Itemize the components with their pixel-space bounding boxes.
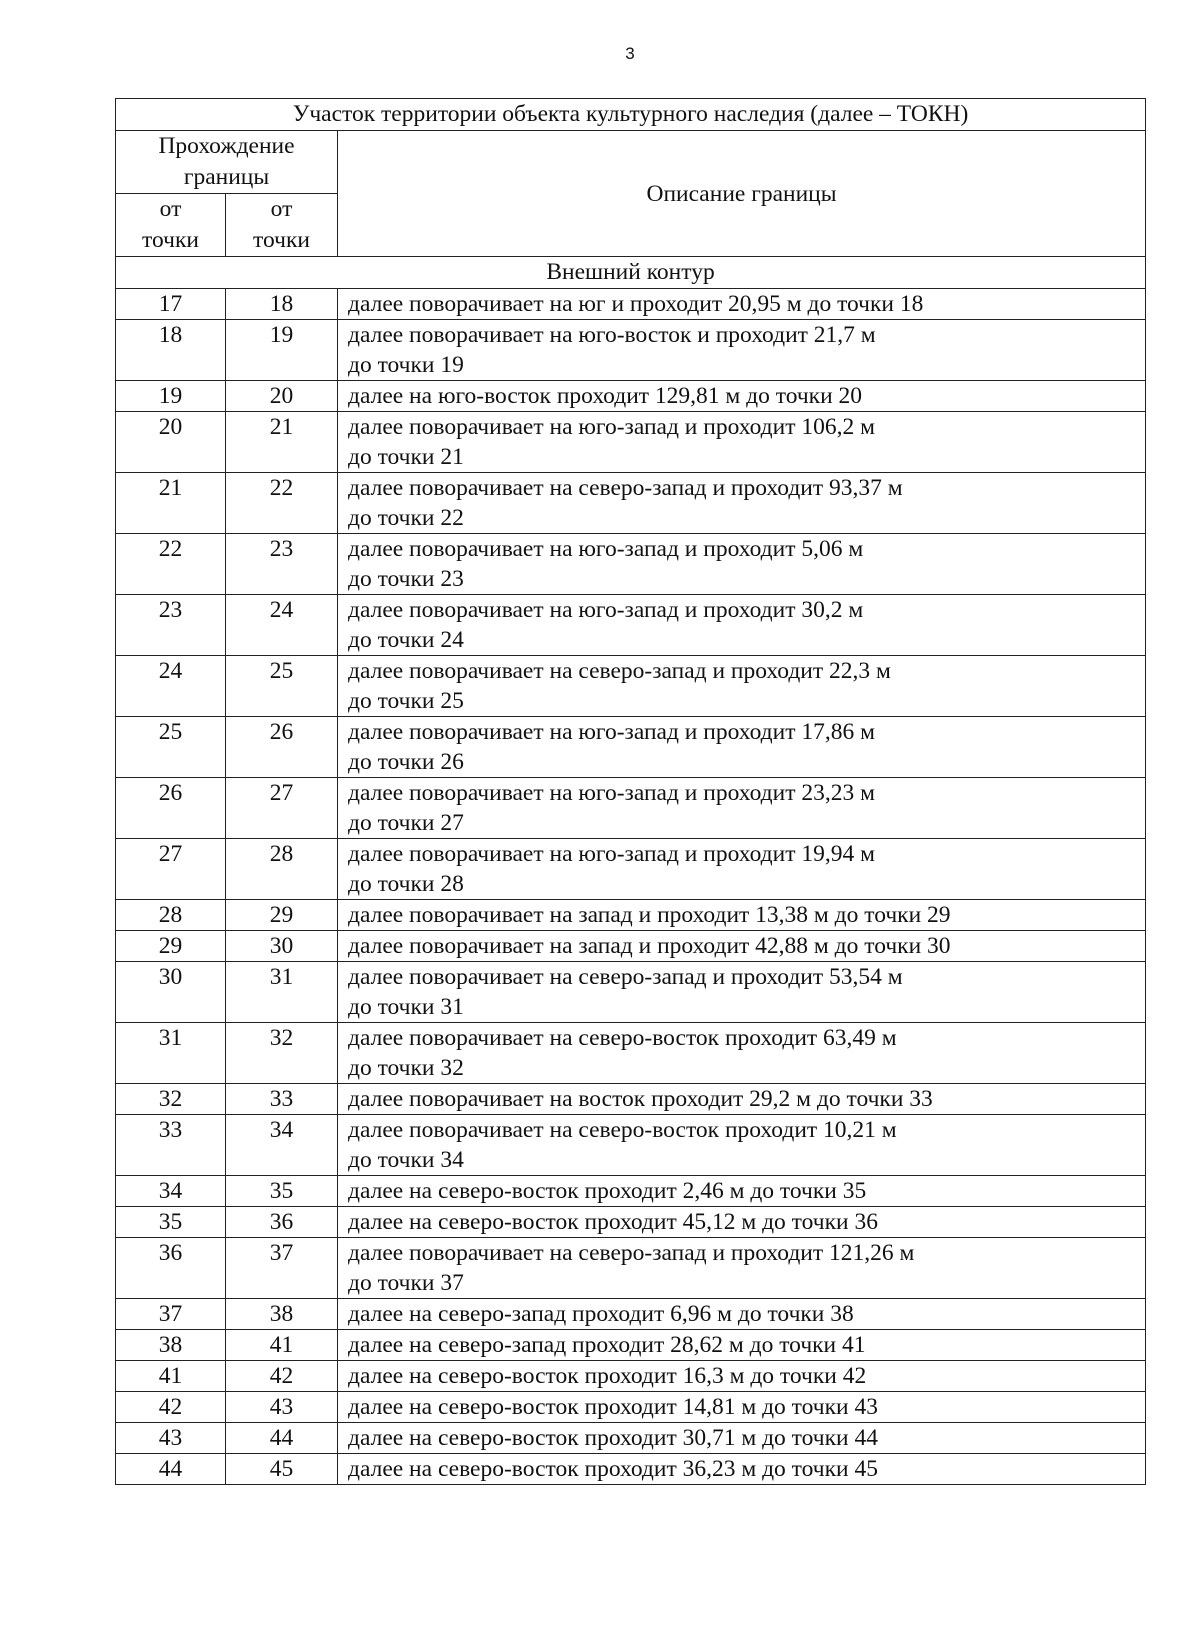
point-to: 44 xyxy=(226,1423,338,1454)
boundary-description xyxy=(338,717,1146,778)
point-to: 43 xyxy=(226,1392,338,1423)
table-row xyxy=(116,412,1146,473)
point-from: 22 xyxy=(116,534,226,595)
boundary-description xyxy=(338,412,1146,473)
header-from-line1: от xyxy=(159,196,182,222)
boundary-description xyxy=(338,289,1146,320)
table-row xyxy=(116,1392,1146,1423)
point-from: 34 xyxy=(116,1176,226,1207)
table-row xyxy=(116,1423,1146,1454)
table-row xyxy=(116,1207,1146,1238)
point-to: 36 xyxy=(226,1207,338,1238)
description-line: далее поворачивает на северо-восток проходит 10,21 м xyxy=(348,1117,897,1143)
point-to: 30 xyxy=(226,931,338,962)
description-line: далее поворачивает на северо-восток проходит 63,49 м xyxy=(348,1025,897,1051)
point-to: 42 xyxy=(226,1361,338,1392)
header-to xyxy=(226,194,338,257)
table-row xyxy=(116,1361,1146,1392)
boundary-description xyxy=(338,1084,1146,1115)
table-row xyxy=(116,1023,1146,1084)
point-from: 25 xyxy=(116,717,226,778)
description-line: далее на северо-восток проходит 45,12 м до точки 36 xyxy=(348,1209,878,1235)
point-from: 18 xyxy=(116,320,226,381)
header-description: Описание границы xyxy=(338,131,1146,257)
description-line: до точки 24 xyxy=(348,627,464,653)
point-from: 41 xyxy=(116,1361,226,1392)
description-line: далее на северо-восток проходит 30,71 м до точки 44 xyxy=(348,1425,878,1451)
description-line: далее поворачивает на северо-запад и проходит 121,26 м xyxy=(348,1240,915,1266)
point-from: 33 xyxy=(116,1115,226,1176)
page-number: 3 xyxy=(625,44,635,63)
boundary-description xyxy=(338,473,1146,534)
point-from: 36 xyxy=(116,1238,226,1299)
point-from: 27 xyxy=(116,839,226,900)
description-line: до точки 26 xyxy=(348,749,464,775)
table-row xyxy=(116,534,1146,595)
point-from: 37 xyxy=(116,1299,226,1330)
point-from: 30 xyxy=(116,962,226,1023)
boundary-description xyxy=(338,900,1146,931)
point-from: 21 xyxy=(116,473,226,534)
description-line: далее на юго-восток проходит 129,81 м до точки 20 xyxy=(348,383,863,409)
description-line: далее поворачивает на юго-восток и проходит 21,7 м xyxy=(348,322,876,348)
header-passage-line2: границы xyxy=(183,164,270,190)
point-to: 29 xyxy=(226,900,338,931)
point-from: 31 xyxy=(116,1023,226,1084)
boundary-description xyxy=(338,962,1146,1023)
description-line: до точки 27 xyxy=(348,810,464,836)
description-line: далее поворачивает на запад и проходит 13,38 м до точки 29 xyxy=(348,902,951,928)
boundary-description xyxy=(338,595,1146,656)
point-from: 35 xyxy=(116,1207,226,1238)
boundary-description xyxy=(338,1361,1146,1392)
description-line: далее поворачивает на юго-запад и проходит 30,2 м xyxy=(348,597,864,623)
point-to: 28 xyxy=(226,839,338,900)
contour-title: Внешний контур xyxy=(116,257,1146,289)
table-row xyxy=(116,900,1146,931)
table-row xyxy=(116,320,1146,381)
contour-title-row xyxy=(116,257,1146,289)
boundary-description xyxy=(338,534,1146,595)
point-to: 23 xyxy=(226,534,338,595)
table-row xyxy=(116,1176,1146,1207)
point-from: 42 xyxy=(116,1392,226,1423)
boundary-description xyxy=(338,778,1146,839)
description-line: далее поворачивает на юго-запад и проходит 19,94 м xyxy=(348,841,875,867)
point-to: 38 xyxy=(226,1299,338,1330)
header-passage-line1: Прохождение xyxy=(158,133,295,159)
description-line: до точки 32 xyxy=(348,1055,464,1081)
description-line: далее на северо-восток проходит 14,81 м до точки 43 xyxy=(348,1394,878,1420)
boundary-description xyxy=(338,1115,1146,1176)
table-row xyxy=(116,656,1146,717)
table-row xyxy=(116,1454,1146,1485)
boundary-description xyxy=(338,839,1146,900)
description-line: далее поворачивает на юго-запад и проходит 106,2 м xyxy=(348,414,875,440)
point-to: 19 xyxy=(226,320,338,381)
point-from: 28 xyxy=(116,900,226,931)
table-row xyxy=(116,1299,1146,1330)
boundary-description xyxy=(338,1176,1146,1207)
point-from: 38 xyxy=(116,1330,226,1361)
table-row xyxy=(116,1238,1146,1299)
description-line: далее поворачивает на северо-запад и проходит 93,37 м xyxy=(348,475,903,501)
description-line: далее поворачивает на юго-запад и проходит 23,23 м xyxy=(348,780,875,806)
table-row xyxy=(116,1115,1146,1176)
table-row xyxy=(116,962,1146,1023)
boundary-description xyxy=(338,656,1146,717)
point-to: 35 xyxy=(226,1176,338,1207)
description-line: до точки 31 xyxy=(348,994,464,1020)
point-from: 23 xyxy=(116,595,226,656)
point-to: 26 xyxy=(226,717,338,778)
table-row xyxy=(116,595,1146,656)
point-from: 32 xyxy=(116,1084,226,1115)
boundary-description xyxy=(338,1330,1146,1361)
boundary-description xyxy=(338,1238,1146,1299)
table-row xyxy=(116,381,1146,412)
point-from: 20 xyxy=(116,412,226,473)
table-row xyxy=(116,778,1146,839)
point-to: 20 xyxy=(226,381,338,412)
point-to: 21 xyxy=(226,412,338,473)
description-line: до точки 23 xyxy=(348,566,464,592)
description-line: далее на северо-запад проходит 28,62 м до точки 41 xyxy=(348,1332,866,1358)
description-line: до точки 21 xyxy=(348,444,464,470)
header-passage xyxy=(116,131,338,194)
boundary-description xyxy=(338,931,1146,962)
boundary-description xyxy=(338,1423,1146,1454)
point-from: 24 xyxy=(116,656,226,717)
point-to: 33 xyxy=(226,1084,338,1115)
description-line: до точки 28 xyxy=(348,871,464,897)
description-line: далее поворачивает на запад и проходит 42,88 м до точки 30 xyxy=(348,933,951,959)
description-line: далее на северо-восток проходит 16,3 м до точки 42 xyxy=(348,1363,867,1389)
boundary-description xyxy=(338,320,1146,381)
section-title: Участок территории объекта культурного наследия (далее – ТОКН) xyxy=(116,99,1146,131)
description-line: до точки 22 xyxy=(348,505,464,531)
description-line: далее на северо-восток проходит 36,23 м до точки 45 xyxy=(348,1456,878,1482)
boundary-description xyxy=(338,1454,1146,1485)
description-line: далее поворачивает на юго-запад и проходит 17,86 м xyxy=(348,719,875,745)
description-line: далее на северо-восток проходит 2,46 м до точки 35 xyxy=(348,1178,867,1204)
header-row-1 xyxy=(116,131,1146,194)
table-row xyxy=(116,717,1146,778)
description-line: до точки 25 xyxy=(348,688,464,714)
boundary-table xyxy=(115,98,1146,1485)
description-line: далее поворачивает на северо-запад и проходит 53,54 м xyxy=(348,964,903,990)
table-row xyxy=(116,839,1146,900)
table-row xyxy=(116,289,1146,320)
point-to: 27 xyxy=(226,778,338,839)
point-to: 45 xyxy=(226,1454,338,1485)
point-from: 44 xyxy=(116,1454,226,1485)
description-line: до точки 19 xyxy=(348,352,464,378)
table-row xyxy=(116,1330,1146,1361)
point-from: 17 xyxy=(116,289,226,320)
point-to: 22 xyxy=(226,473,338,534)
description-line: до точки 37 xyxy=(348,1270,464,1296)
boundary-description xyxy=(338,381,1146,412)
header-to-line2: точки xyxy=(253,227,310,253)
boundary-description xyxy=(338,1392,1146,1423)
point-to: 25 xyxy=(226,656,338,717)
boundary-description xyxy=(338,1299,1146,1330)
boundary-description xyxy=(338,1207,1146,1238)
header-from-line2: точки xyxy=(142,227,199,253)
point-from: 43 xyxy=(116,1423,226,1454)
description-line: далее поворачивает на северо-запад и проходит 22,3 м xyxy=(348,658,891,684)
description-line: далее на северо-запад проходит 6,96 м до точки 38 xyxy=(348,1301,854,1327)
description-line: далее поворачивает на юго-запад и проходит 5,06 м xyxy=(348,536,864,562)
point-to: 37 xyxy=(226,1238,338,1299)
description-line: далее поворачивает на восток проходит 29,2 м до точки 33 xyxy=(348,1086,933,1112)
header-to-line1: от xyxy=(270,196,293,222)
description-line: до точки 34 xyxy=(348,1147,464,1173)
point-to: 18 xyxy=(226,289,338,320)
table-row xyxy=(116,931,1146,962)
boundary-description xyxy=(338,1023,1146,1084)
point-to: 32 xyxy=(226,1023,338,1084)
point-from: 29 xyxy=(116,931,226,962)
table-row xyxy=(116,1084,1146,1115)
description-line: далее поворачивает на юг и проходит 20,95 м до точки 18 xyxy=(348,291,924,317)
point-to: 41 xyxy=(226,1330,338,1361)
point-from: 19 xyxy=(116,381,226,412)
header-from xyxy=(116,194,226,257)
point-to: 24 xyxy=(226,595,338,656)
point-to: 31 xyxy=(226,962,338,1023)
table-row xyxy=(116,473,1146,534)
point-from: 26 xyxy=(116,778,226,839)
point-to: 34 xyxy=(226,1115,338,1176)
section-title-row xyxy=(116,99,1146,131)
